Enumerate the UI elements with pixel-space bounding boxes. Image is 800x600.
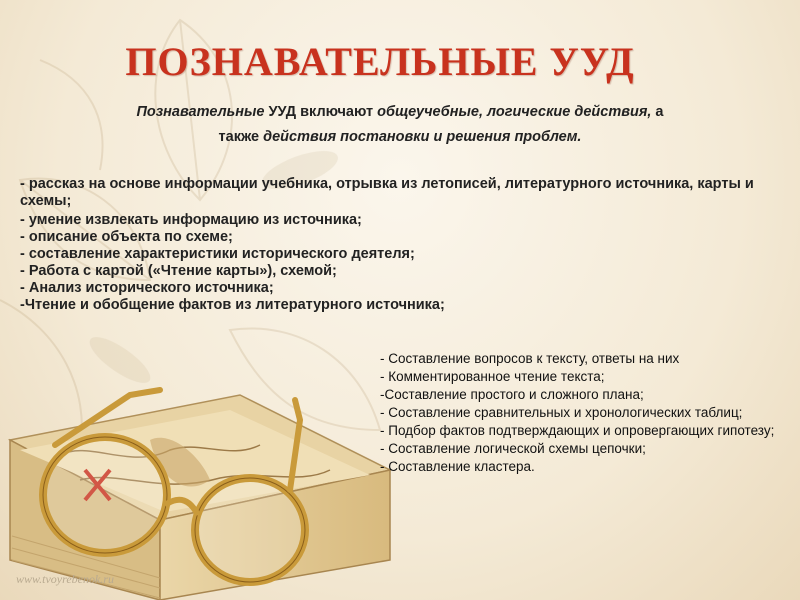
intro-text xyxy=(60,100,740,150)
list-item: - Составление логической схемы цепочки; xyxy=(380,441,646,456)
list-item: - описание объекта по схеме; xyxy=(20,229,233,245)
list-item: - Комментированное чтение текста; xyxy=(380,369,605,384)
main-list xyxy=(20,176,760,314)
slide-title: ПОЗНАВАТЕЛЬНЫЕ УУД xyxy=(125,39,635,84)
secondary-list xyxy=(380,350,780,476)
intro-line-1: Познавательные УУД включают общеучебные, логические действия, а xyxy=(136,104,664,120)
intro-line-2: также действия постановки и решения проблем. xyxy=(218,129,582,145)
watermark-url: www.tvoyrebenok.ru xyxy=(16,572,114,586)
list-item: -Чтение и обобщение фактов из литературного источника; xyxy=(20,297,445,313)
list-item: - Составление сравнительных и хронологических таблиц; xyxy=(380,405,743,420)
list-item: - Работа с картой («Чтение карты»), схемой; xyxy=(20,263,337,279)
list-item: - Подбор фактов подтверждающих и опровергающих гипотезу; xyxy=(380,423,775,438)
list-item: - Составление вопросов к тексту, ответы на них xyxy=(380,351,680,366)
list-item: - рассказ на основе информации учебника, отрывка из летописей, литературного источника, карты и схемы; xyxy=(20,176,754,209)
list-item: - умение извлекать информацию из источника; xyxy=(20,212,362,228)
list-item: -Составление простого и сложного плана; xyxy=(380,387,644,402)
list-item: - Составление кластера. xyxy=(380,459,535,474)
list-item: - составление характеристики исторического деятеля; xyxy=(20,246,415,262)
list-item: - Анализ исторического источника; xyxy=(20,280,274,296)
